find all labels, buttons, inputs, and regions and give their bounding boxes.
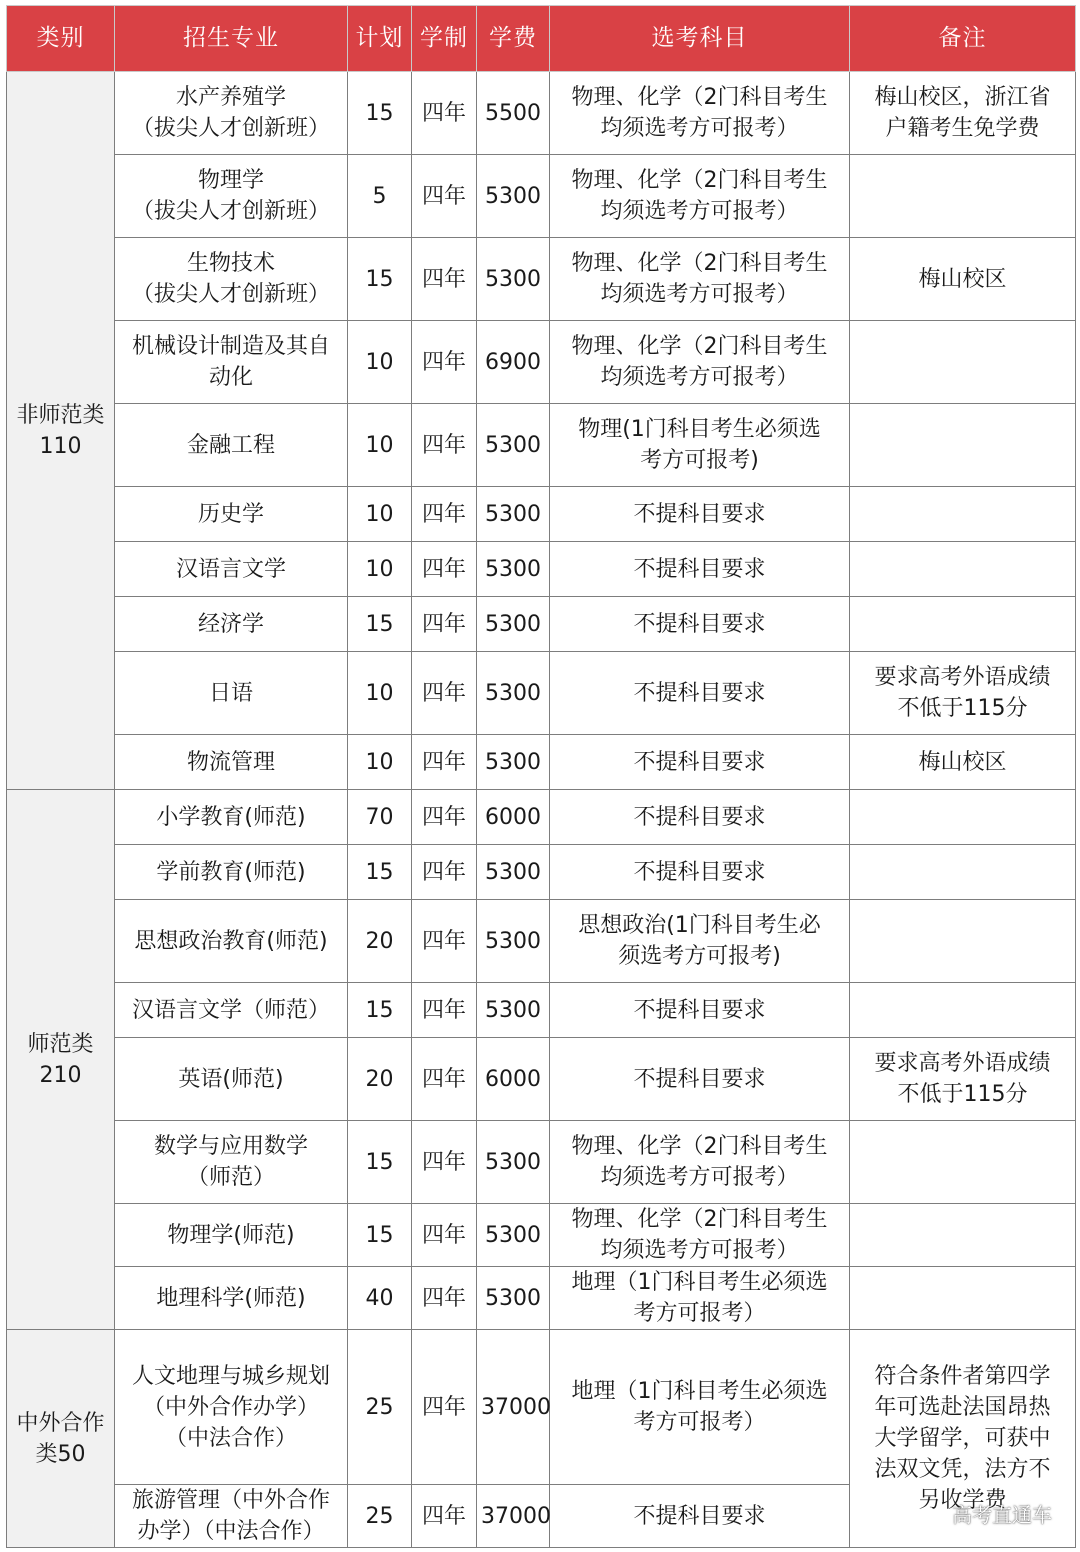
- major-cell: [115, 155, 348, 238]
- line: 经济学: [197, 611, 264, 637]
- category-count: 210: [39, 1062, 82, 1088]
- line: 地理（1门科目考生必须选: [571, 1270, 828, 1295]
- note-cell: [850, 1038, 1076, 1121]
- note-cell: [850, 155, 1076, 238]
- note-cell: [850, 72, 1076, 155]
- line: 大学留学，可获中: [874, 1426, 1051, 1451]
- line: 汉语言文学: [175, 556, 286, 582]
- subject-cell: [550, 652, 850, 735]
- plan-cell: 25: [348, 1485, 412, 1548]
- fee-cell: 6900: [477, 321, 550, 404]
- fee-cell: 37000: [477, 1330, 550, 1485]
- line: （拔尖人才创新班）: [131, 116, 330, 141]
- line: 均须选考方可报考）: [600, 199, 799, 224]
- line: 物理、化学（2门科目考生: [571, 168, 828, 193]
- subject-cell: [550, 900, 850, 983]
- major-cell: [115, 1121, 348, 1204]
- fee-cell: 5300: [477, 542, 550, 597]
- subject-cell: [550, 790, 850, 845]
- line: 学前教育(师范): [156, 859, 306, 885]
- table-row: [7, 542, 1076, 597]
- years-cell: 四年: [412, 735, 477, 790]
- note-cell: [850, 321, 1076, 404]
- note-cell: [850, 652, 1076, 735]
- plan-cell: 15: [348, 238, 412, 321]
- plan-cell: 20: [348, 900, 412, 983]
- plan-cell: 10: [348, 321, 412, 404]
- line: 梅山校区，浙江省: [874, 85, 1051, 110]
- fee-cell: 5300: [477, 1204, 550, 1267]
- header-years: 学制: [412, 6, 477, 72]
- line: 不提科目要求: [633, 1066, 766, 1092]
- major-cell: [115, 72, 348, 155]
- table-row: [7, 790, 1076, 845]
- line: 另收学费: [918, 1488, 1007, 1513]
- years-cell: 四年: [412, 790, 477, 845]
- plan-cell: 10: [348, 404, 412, 487]
- header-plan: 计划: [348, 6, 412, 72]
- table-row: [7, 1330, 1076, 1485]
- line: 汉语言文学（师范）: [131, 997, 330, 1023]
- line: 要求高考外语成绩: [874, 665, 1051, 690]
- line: 物理(1门科目考生必须选: [578, 417, 821, 442]
- line: 物理、化学（2门科目考生: [571, 1134, 828, 1159]
- line: 不提科目要求: [633, 859, 766, 885]
- subject-cell: [550, 845, 850, 900]
- major-cell: [115, 845, 348, 900]
- table-row: [7, 321, 1076, 404]
- subject-cell: [550, 155, 850, 238]
- years-cell: 四年: [412, 1485, 477, 1548]
- line: 不提科目要求: [633, 804, 766, 830]
- line: 水产养殖学: [175, 85, 286, 110]
- years-cell: 四年: [412, 983, 477, 1038]
- line: 年可选赴法国昂热: [874, 1395, 1051, 1420]
- table-row: [7, 1267, 1076, 1330]
- years-cell: 四年: [412, 845, 477, 900]
- line: 不提科目要求: [633, 556, 766, 582]
- plan-cell: 25: [348, 1330, 412, 1485]
- table-row: [7, 597, 1076, 652]
- fee-cell: 5300: [477, 238, 550, 321]
- note-cell: [850, 487, 1076, 542]
- watermark: 高考直通车: [952, 1503, 1052, 1527]
- fee-cell: 5300: [477, 652, 550, 735]
- line: 旅游管理（中外合作: [131, 1488, 330, 1513]
- subject-cell: [550, 597, 850, 652]
- major-cell: [115, 404, 348, 487]
- admissions-table: [6, 5, 1076, 1548]
- line: 要求高考外语成绩: [874, 1051, 1051, 1076]
- fee-cell: 6000: [477, 1038, 550, 1121]
- line: 小学教育(师范): [156, 804, 306, 830]
- subject-cell: [550, 1485, 850, 1548]
- line: 思想政治教育(师范): [134, 928, 328, 954]
- category-cell: [7, 72, 115, 790]
- plan-cell: 20: [348, 1038, 412, 1121]
- fee-cell: 5300: [477, 900, 550, 983]
- line: 物理学: [197, 168, 264, 193]
- major-cell: [115, 487, 348, 542]
- line: （拔尖人才创新班）: [131, 282, 330, 307]
- line: 不提科目要求: [633, 611, 766, 637]
- subject-cell: [550, 1267, 850, 1330]
- years-cell: 四年: [412, 900, 477, 983]
- fee-cell: 5500: [477, 72, 550, 155]
- line: 日语: [208, 680, 253, 706]
- years-cell: 四年: [412, 155, 477, 238]
- line: 动化: [208, 365, 253, 390]
- major-cell: [115, 983, 348, 1038]
- subject-cell: [550, 487, 850, 542]
- plan-cell: 15: [348, 72, 412, 155]
- years-cell: 四年: [412, 487, 477, 542]
- subject-cell: [550, 321, 850, 404]
- line: 均须选考方可报考）: [600, 1165, 799, 1190]
- line: 不低于115分: [897, 696, 1028, 721]
- years-cell: 四年: [412, 652, 477, 735]
- note-cell: [850, 1267, 1076, 1330]
- category-count: 类50: [35, 1441, 86, 1467]
- line: 梅山校区: [918, 266, 1007, 292]
- category-name: 中外合作: [16, 1410, 105, 1436]
- line: 地理科学(师范): [156, 1285, 306, 1311]
- note-cell: [850, 1121, 1076, 1204]
- table-row: [7, 1204, 1076, 1267]
- line: 不低于115分: [897, 1082, 1028, 1107]
- note-cell: [850, 542, 1076, 597]
- line: （师范）: [186, 1165, 275, 1190]
- header-subject: 选考科目: [550, 6, 850, 72]
- line: 考方可报考）: [633, 1410, 766, 1435]
- subject-cell: [550, 72, 850, 155]
- fee-cell: 37000: [477, 1485, 550, 1548]
- years-cell: 四年: [412, 72, 477, 155]
- line: 数学与应用数学: [153, 1134, 308, 1159]
- fee-cell: 5300: [477, 487, 550, 542]
- table-row: [7, 238, 1076, 321]
- line: 均须选考方可报考）: [600, 1238, 799, 1263]
- header-category: 类别: [7, 6, 115, 72]
- note-cell: [850, 404, 1076, 487]
- major-cell: [115, 597, 348, 652]
- line: 法双文凭，法方不: [874, 1457, 1051, 1482]
- line: 人文地理与城乡规划: [131, 1363, 330, 1389]
- category-name: 师范类: [27, 1031, 94, 1057]
- major-cell: [115, 238, 348, 321]
- plan-cell: 15: [348, 983, 412, 1038]
- subject-cell: [550, 983, 850, 1038]
- line: 物理、化学（2门科目考生: [571, 251, 828, 276]
- major-cell: [115, 542, 348, 597]
- line: 不提科目要求: [633, 1503, 766, 1529]
- plan-cell: 15: [348, 845, 412, 900]
- header-note: 备注: [850, 6, 1076, 72]
- years-cell: 四年: [412, 597, 477, 652]
- fee-cell: 6000: [477, 790, 550, 845]
- years-cell: 四年: [412, 1267, 477, 1330]
- category-cell: [7, 1330, 115, 1548]
- line: 考方可报考）: [633, 1301, 766, 1326]
- line: 物流管理: [186, 749, 275, 775]
- major-cell: [115, 652, 348, 735]
- header-fee: 学费: [477, 6, 550, 72]
- major-cell: [115, 1204, 348, 1267]
- plan-cell: 70: [348, 790, 412, 845]
- years-cell: 四年: [412, 1121, 477, 1204]
- line: （中外合作办学）: [142, 1394, 319, 1420]
- table-row: [7, 1121, 1076, 1204]
- major-cell: [115, 1330, 348, 1485]
- line: 均须选考方可报考）: [600, 282, 799, 307]
- subject-cell: [550, 735, 850, 790]
- major-cell: [115, 790, 348, 845]
- note-cell: [850, 983, 1076, 1038]
- line: 办学）（中法合作）: [137, 1519, 325, 1544]
- header-row: [7, 6, 1076, 72]
- fee-cell: 5300: [477, 735, 550, 790]
- fee-cell: 5300: [477, 845, 550, 900]
- plan-cell: 10: [348, 652, 412, 735]
- table-row: [7, 404, 1076, 487]
- table-row: [7, 487, 1076, 542]
- line: 户籍考生免学费: [885, 116, 1040, 141]
- line: 物理、化学（2门科目考生: [571, 334, 828, 359]
- line: 梅山校区: [918, 749, 1007, 775]
- subject-cell: [550, 1204, 850, 1267]
- subject-cell: [550, 1121, 850, 1204]
- fee-cell: 5300: [477, 597, 550, 652]
- plan-cell: 15: [348, 1204, 412, 1267]
- plan-cell: 10: [348, 542, 412, 597]
- line: 物理、化学（2门科目考生: [571, 85, 828, 110]
- line: 须选考方可报考): [618, 944, 781, 969]
- subject-cell: [550, 1038, 850, 1121]
- header-major: 招生专业: [115, 6, 348, 72]
- plan-cell: 5: [348, 155, 412, 238]
- line: 金融工程: [186, 432, 275, 458]
- line: 符合条件者第四学: [874, 1364, 1051, 1389]
- fee-cell: 5300: [477, 155, 550, 238]
- subject-cell: [550, 542, 850, 597]
- subject-cell: [550, 238, 850, 321]
- years-cell: 四年: [412, 542, 477, 597]
- major-cell: [115, 900, 348, 983]
- note-cell: [850, 845, 1076, 900]
- line: 不提科目要求: [633, 501, 766, 527]
- table-row: [7, 900, 1076, 983]
- fee-cell: 5300: [477, 1267, 550, 1330]
- major-cell: [115, 735, 348, 790]
- line: 均须选考方可报考）: [600, 365, 799, 390]
- line: 不提科目要求: [633, 680, 766, 706]
- note-cell: [850, 238, 1076, 321]
- line: 考方可报考): [640, 448, 759, 473]
- major-cell: [115, 1038, 348, 1121]
- line: 地理（1门科目考生必须选: [571, 1379, 828, 1404]
- line: 物理、化学（2门科目考生: [571, 1207, 828, 1232]
- line: 英语(师范): [178, 1066, 284, 1092]
- years-cell: 四年: [412, 238, 477, 321]
- major-cell: [115, 1267, 348, 1330]
- years-cell: 四年: [412, 321, 477, 404]
- major-cell: [115, 1485, 348, 1548]
- category-count: 110: [39, 433, 82, 459]
- subject-cell: [550, 404, 850, 487]
- plan-cell: 15: [348, 597, 412, 652]
- table-row: [7, 72, 1076, 155]
- line: 不提科目要求: [633, 997, 766, 1023]
- note-cell: [850, 900, 1076, 983]
- note-cell: [850, 735, 1076, 790]
- line: 生物技术: [186, 251, 275, 276]
- category-cell: [7, 790, 115, 1330]
- table-row: [7, 735, 1076, 790]
- line: 均须选考方可报考）: [600, 116, 799, 141]
- years-cell: 四年: [412, 404, 477, 487]
- years-cell: 四年: [412, 1330, 477, 1485]
- line: 思想政治(1门科目考生必: [578, 913, 821, 938]
- line: 机械设计制造及其自: [131, 334, 330, 359]
- fee-cell: 5300: [477, 404, 550, 487]
- table-row: [7, 845, 1076, 900]
- note-cell: [850, 597, 1076, 652]
- major-cell: [115, 321, 348, 404]
- plan-cell: 15: [348, 1121, 412, 1204]
- note-cell: [850, 1204, 1076, 1267]
- table-row: [7, 983, 1076, 1038]
- line: 不提科目要求: [633, 749, 766, 775]
- line: 历史学: [197, 501, 264, 527]
- years-cell: 四年: [412, 1204, 477, 1267]
- fee-cell: 5300: [477, 1121, 550, 1204]
- plan-cell: 10: [348, 487, 412, 542]
- line: （中法合作）: [164, 1425, 297, 1451]
- plan-cell: 40: [348, 1267, 412, 1330]
- table-row: [7, 155, 1076, 238]
- table-row: [7, 652, 1076, 735]
- category-name: 非师范类: [16, 402, 105, 428]
- years-cell: 四年: [412, 1038, 477, 1121]
- subject-cell: [550, 1330, 850, 1485]
- plan-cell: 10: [348, 735, 412, 790]
- note-cell: [850, 790, 1076, 845]
- table-row: [7, 1038, 1076, 1121]
- fee-cell: 5300: [477, 983, 550, 1038]
- line: （拔尖人才创新班）: [131, 199, 330, 224]
- line: 物理学(师范): [167, 1222, 295, 1248]
